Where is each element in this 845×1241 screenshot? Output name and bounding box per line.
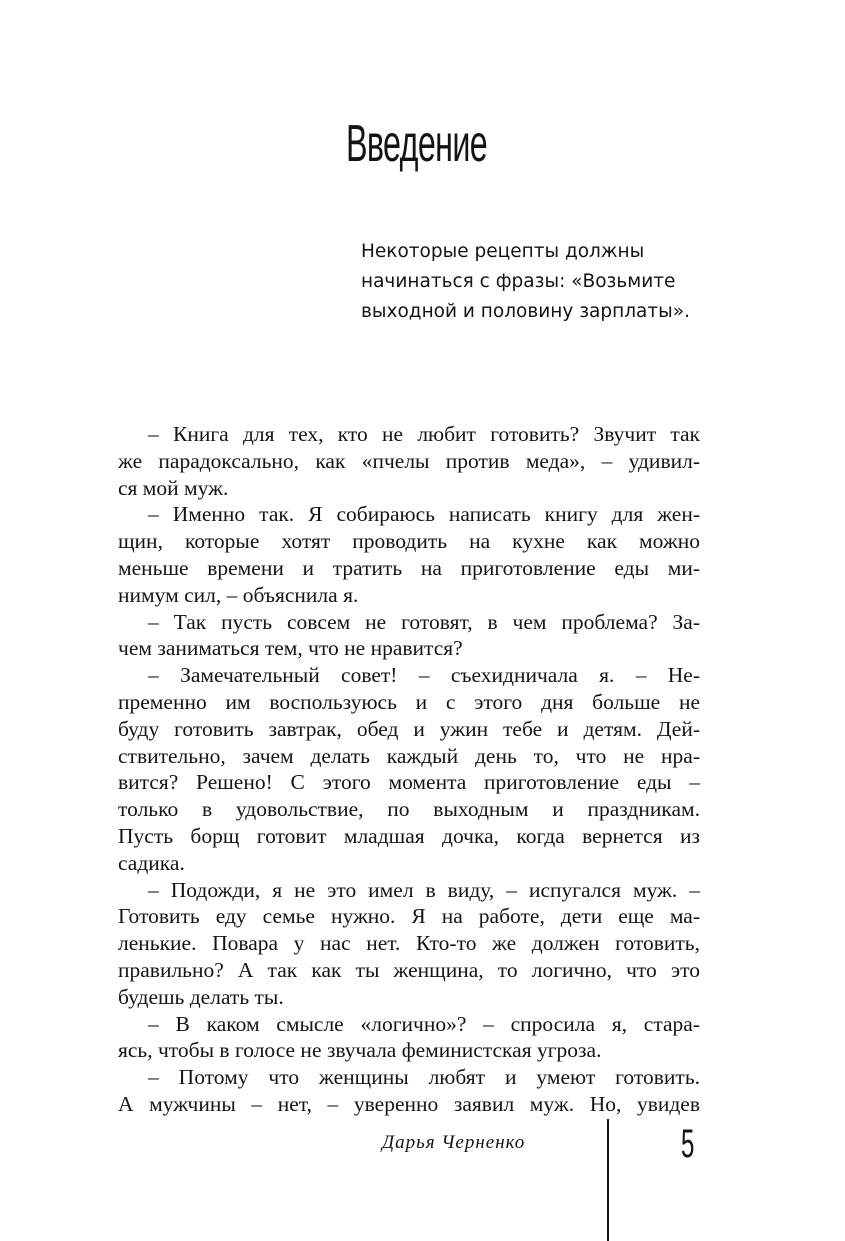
- footer-divider: [607, 1119, 609, 1241]
- body-line: вится? Решено! С этого момента приготовление еды –: [118, 770, 700, 795]
- body-line: – Именно так. Я собираюсь написать книгу для жен-: [148, 502, 700, 527]
- body-line: – Так пусть совсем не готовят, в чем проблема? За-: [148, 609, 700, 634]
- body-line: ясь, чтобы в голосе не звучала феминистская угроза.: [118, 1038, 602, 1063]
- body-line: будешь делать ты.: [118, 984, 284, 1009]
- body-line: нимум сил, – объяснила я.: [118, 582, 359, 607]
- body-line: Готовить еду семье нужно. Я на работе, дети еще ма-: [118, 904, 700, 929]
- body-line: – Замечательный совет! – съехидничала я. – Не-: [148, 663, 700, 688]
- body-line: правильно? А так как ты женщина, то логично, что это: [118, 957, 700, 982]
- body-line: же парадоксально, как «пчелы против меда», – удивил-: [118, 448, 700, 473]
- body-line: чем заниматься тем, что не нравится?: [118, 636, 463, 661]
- body-line: садика.: [118, 850, 185, 875]
- body-line: – В каком смысле «логично»? – спросила я, стара-: [148, 1011, 700, 1036]
- body-line: пременно им воспользуюсь и с этого дня больше не: [118, 689, 700, 714]
- epigraph-line: выходной и половину зарплаты».: [361, 301, 690, 322]
- chapter-title: Введение: [346, 115, 488, 173]
- epigraph: [361, 237, 741, 327]
- body-text: [118, 421, 700, 1118]
- body-line: ленькие. Повара у нас нет. Кто-то же должен готовить,: [118, 931, 700, 956]
- body-line: Пусть борщ готовит младшая дочка, когда вернется из: [118, 823, 700, 848]
- body-line: только в удовольствие, по выходным и праздникам.: [118, 797, 700, 822]
- epigraph-line: Некоторые рецепты должны: [361, 241, 645, 262]
- body-line: – Потому что женщины любят и умеют готовить.: [148, 1065, 700, 1090]
- body-line: – Подожди, я не это имел в виду, – испугался муж. –: [148, 877, 700, 902]
- page-number: 5: [681, 1122, 695, 1166]
- body-line: ствительно, зачем делать каждый день то, что не нра-: [118, 743, 700, 768]
- body-line: щин, которые хотят проводить на кухне как можно: [118, 529, 700, 554]
- body-line: – Книга для тех, кто не любит готовить? Звучит так: [148, 422, 700, 446]
- body-line: ся мой муж.: [118, 475, 229, 500]
- body-line: буду готовить завтрак, обед и ужин тебе и детям. Дей-: [118, 716, 700, 741]
- body-line: А мужчины – нет, – уверенно заявил муж. Но, увидев: [118, 1091, 700, 1116]
- body-line: меньше времени и тратить на приготовление еды ми-: [118, 555, 700, 580]
- footer-author: Дарья Черненко: [382, 1132, 526, 1153]
- epigraph-line: начинаться с фразы: «Возьмите: [361, 271, 676, 292]
